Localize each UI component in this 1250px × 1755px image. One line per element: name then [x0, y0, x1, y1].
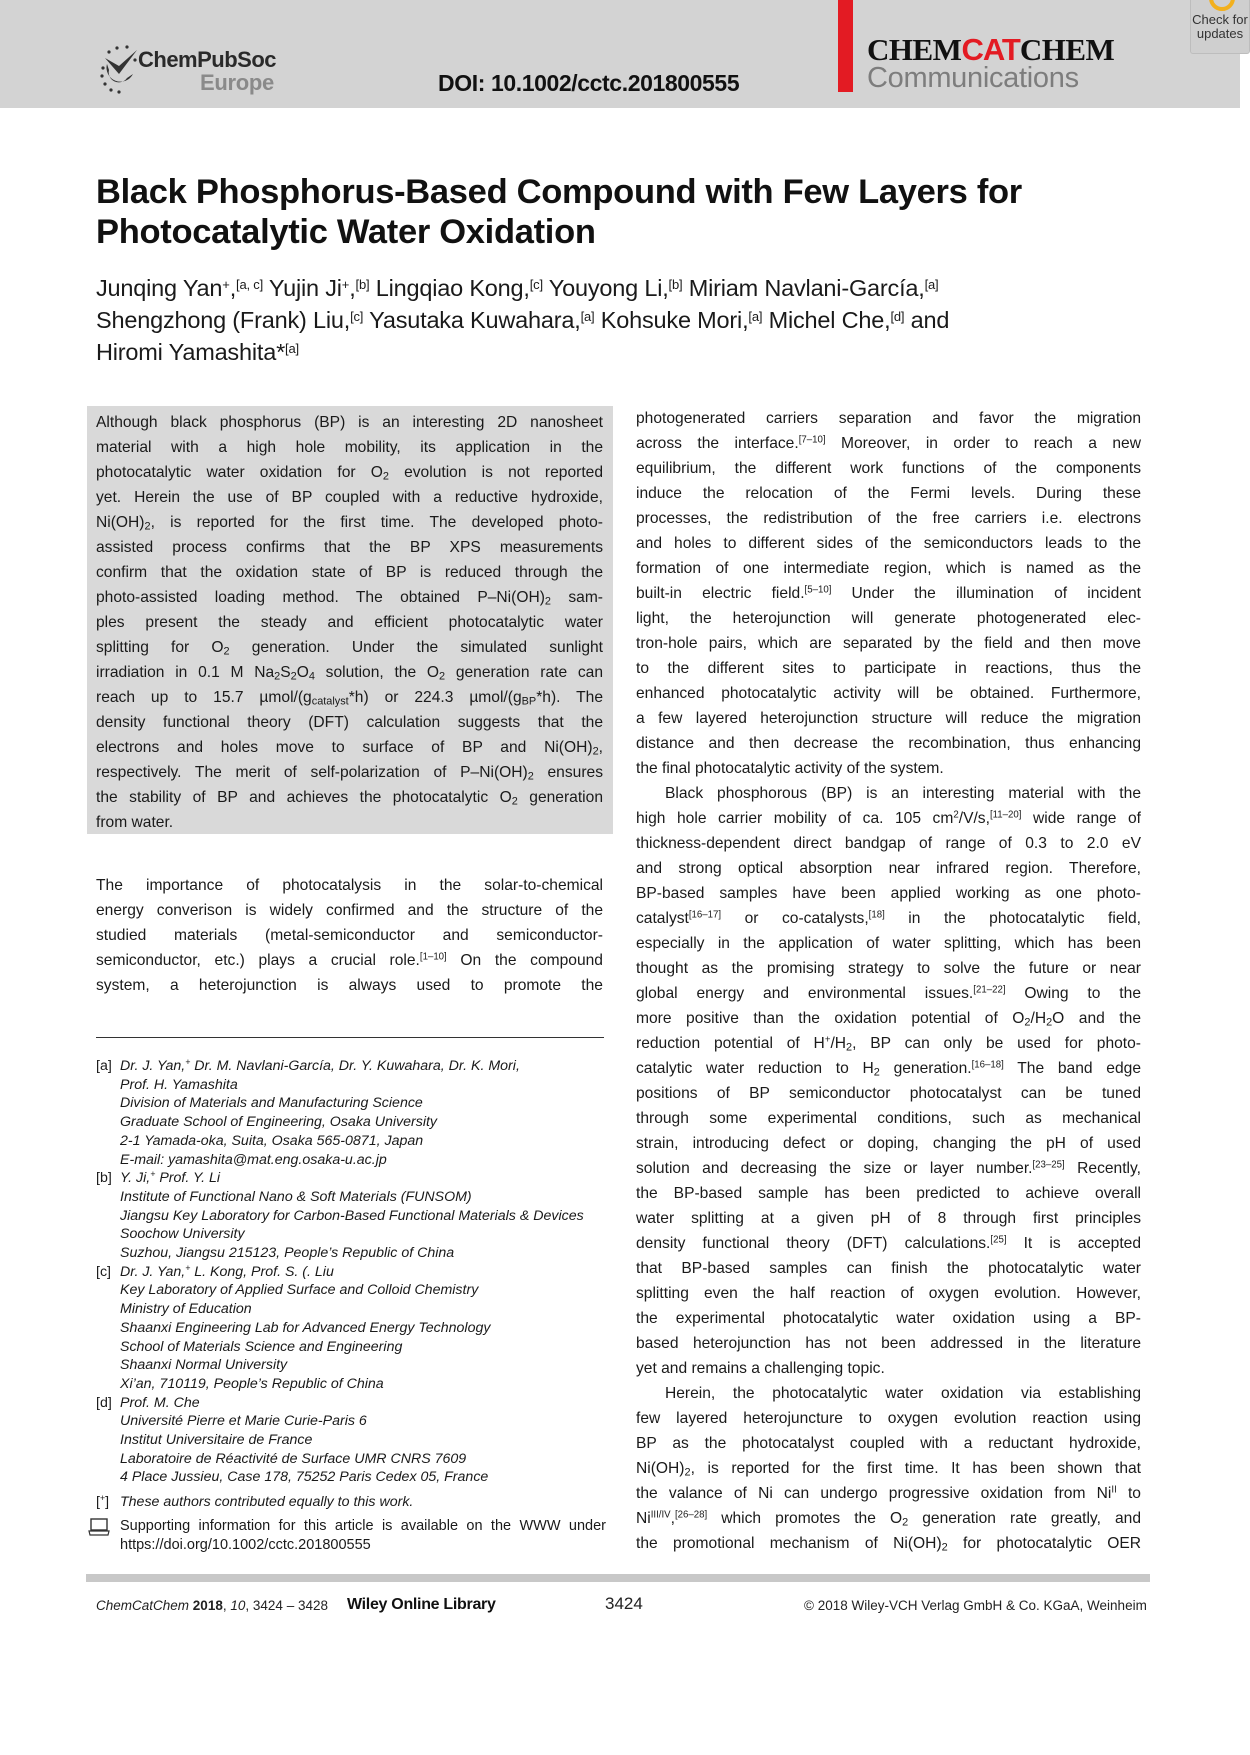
affiliation-line: E-mail: yamashita@mat.eng.osaka-u.ac.jp	[120, 1151, 387, 1168]
body-line: the valance of Ni can undergo progressive oxidation from $Ni^{II}$ to	[636, 1484, 1141, 1502]
body-line: enhanced photocatalytic activity will be obtained. Furthermore,	[636, 685, 1141, 702]
affiliation-line: Dr. J. Yan,+ L. Kong, Prof. S. (. Liu	[120, 1262, 334, 1280]
footer-bar	[86, 1574, 1150, 1582]
body-line: reduction potential of $H^+/H_2$, BP can only be used for photo-	[636, 1034, 1141, 1054]
supporting-info-link[interactable]: https://doi.org/10.1002/cctc.201800555	[120, 1537, 371, 1553]
affiliation-line: Jiangsu Key Laboratory for Carbon-Based Functional Materials & Devices	[120, 1207, 584, 1224]
affiliation-line: Suzhou, Jiangsu 215123, People’s Republic of China	[120, 1245, 455, 1262]
body-line: across the interface.[7–10] Moreover, in order to reach a new	[636, 434, 1141, 452]
body-line: Herein, the photocatalytic water oxidation via establishing	[665, 1385, 1141, 1402]
body-line: catalytic water reduction to $H_2$ generation.[16–18] The band edge	[636, 1059, 1141, 1079]
affiliation-line: School of Materials Science and Engineering	[120, 1338, 403, 1355]
intro-line: energy converison is widely confirmed and the structure of the	[96, 902, 603, 919]
affiliation-line: Prof. M. Che	[120, 1394, 200, 1411]
publisher-region: Europe	[200, 70, 274, 95]
author-list	[96, 272, 1156, 368]
affiliation-0	[96, 1057, 606, 1169]
wiley-online-library-link[interactable]: Wiley Online Library	[347, 1596, 496, 1613]
body-line: tron-hole pairs, which are separated by the field and then move	[636, 635, 1141, 652]
author-line: Hiromi Yamashita*[a]	[96, 339, 299, 365]
affiliation-line: Shaanxi Normal University	[120, 1357, 288, 1374]
body-line: high hole carrier mobility of ca. 105 $cm^2/V/s,[11-20]$ wide range of	[636, 809, 1141, 827]
body-line: built-in electric field.[5–10] Under the illumination of incident	[636, 584, 1141, 602]
affiliation-line: Institut Universitaire de France	[120, 1432, 313, 1449]
body-line: and holes to different sides of the semiconductors leads to the	[636, 535, 1141, 552]
footnote-label: [+]	[96, 1493, 110, 1510]
affiliation-3	[96, 1394, 606, 1488]
body-line: Black phosphorous (BP) is an interesting material with the	[665, 785, 1141, 802]
body-line: the BP-based sample has been predicted to achieve overall	[636, 1185, 1141, 1202]
affiliation-line: Xi’an, 710119, People’s Republic of China	[120, 1375, 384, 1392]
body-line: that BP-based samples can finish the photocatalytic water	[636, 1260, 1141, 1277]
check-for-updates-button[interactable]	[1190, 0, 1250, 54]
body-line: to the different sites to participate in reactions, thus the	[636, 660, 1141, 677]
affiliation-line: Institute of Functional Nano & Soft Materials (FUNSOM)	[120, 1188, 472, 1205]
body-line: BP-based samples have been applied working as one photo-	[636, 885, 1141, 902]
footer-year: 2018	[192, 1598, 223, 1613]
body-line: thought as the promising strategy to solve the future or near	[636, 960, 1141, 977]
body-line: based heterojunction has not been addressed in the literature	[636, 1335, 1141, 1352]
abstract-line: from water.	[96, 814, 174, 831]
check-updates-label: Check for updates	[1192, 12, 1248, 41]
body-line: splitting even the half reaction of oxygen evolution. However,	[636, 1285, 1141, 1302]
publisher-name: ChemPubSoc	[138, 47, 277, 72]
body-line: through some experimental conditions, such as mechanical	[636, 1110, 1141, 1127]
affiliation-label: [d]	[96, 1394, 112, 1411]
affiliation-2	[96, 1263, 606, 1394]
check-updates-icon	[1209, 0, 1235, 11]
title-line: Black Phosphorus-Based Compound with Few Layers for	[96, 173, 1022, 211]
body-line: solution and decreasing the size or layer number.[23–25] Recently,	[636, 1159, 1141, 1177]
intro-line: studied materials (metal-semiconductor and semiconductor-	[96, 927, 603, 944]
body-line: distance and then decrease the recombination, thus enhancing	[636, 735, 1141, 752]
footer-citation: ChemCatChem 2018, 10, 3424 – 3428	[96, 1598, 328, 1613]
journal-logo-chem2: CHEM	[1019, 32, 1115, 67]
footnote-divider	[96, 1037, 604, 1038]
introduction-paragraph	[96, 873, 603, 998]
abstract-line: density functional theory (DFT) calculation suggests that the	[96, 714, 603, 731]
abstract-line: respectively. The merit of self-polarization of $P-Ni(OH)_2$ ensures	[96, 764, 603, 783]
body-line: few layered heterojuncture to oxygen evolution reaction using	[636, 1410, 1141, 1427]
abstract-line: the stability of BP and achieves the photocatalytic $O_2$ generation	[96, 789, 603, 808]
footer-journal: ChemCatChem	[96, 1598, 190, 1613]
body-line: more positive than the oxidation potential of $O_2/H_2O$ and the	[636, 1010, 1141, 1029]
author-line: Junqing Yan+,[a, c] Yujin Ji+,[b] Lingqiao Kong,[c] Youyong Li,[b] Miriam Navlani-García,[a]	[96, 275, 939, 301]
supporting-info-text: Supporting information for this article is available on the WWW under	[120, 1518, 606, 1534]
article-type: Communications	[867, 62, 1079, 94]
affiliation-label: [a]	[96, 1058, 112, 1074]
equal-contribution-note	[96, 1494, 606, 1510]
body-line: and strong optical absorption near infrared region. Therefore,	[636, 860, 1141, 877]
abstract-line: reach up to 15.7 µmol/$(g_{catalyst}*h)$ or 224.3 µmol/$(g_{BP}*h)$. The	[96, 689, 603, 708]
author-line: Shengzhong (Frank) Liu,[c] Yasutaka Kuwahara,[a] Kohsuke Mori,[a] Michel Che,[d] and	[96, 307, 950, 333]
affiliation-line: Soochow University	[120, 1226, 245, 1243]
abstract-line: assisted process confirms that the BP XPS measurements	[96, 539, 603, 556]
journal-logo-chem: CHEM	[867, 32, 962, 67]
abstract-line: $Ni(OH)_2$, is reported for the first time. The developed photo-	[96, 514, 603, 533]
intro-line: semiconductor, etc.) plays a crucial role.[1–10] On the compound	[96, 951, 603, 969]
abstract-line: irradiation in 0.1 M $Na_2S_2O_4$ solution, the $O_2$ generation rate can	[96, 664, 603, 683]
abstract-line: Although black phosphorus (BP) is an interesting 2D nanosheet	[96, 414, 603, 431]
supporting-information-note	[96, 1517, 606, 1555]
body-line: $Ni(OH)_2$, is reported for the first time. It has been shown that	[636, 1460, 1141, 1479]
body-line: formation of one intermediate region, which is named as the	[636, 560, 1141, 577]
body-line: density functional theory (DFT) calculations.[25] It is accepted	[636, 1234, 1141, 1252]
affiliation-line: 2-1 Yamada-oka, Suita, Osaka 565-0871, Japan	[120, 1132, 424, 1149]
abstract-line: photo-assisted loading method. The obtained $P-Ni(OH)_2$ sam-	[96, 589, 604, 608]
copyright: © 2018 Wiley-VCH Verlag GmbH & Co. KGaA, Weinheim	[804, 1598, 1147, 1613]
title-line: Photocatalytic Water Oxidation	[96, 213, 596, 251]
body-line: light, the heterojunction will generate photogenerated elec-	[636, 610, 1141, 627]
abstract-line: electrons and holes move to surface of BP and $Ni(OH)_2$,	[96, 739, 603, 758]
body-line: the final photocatalytic activity of the system.	[636, 760, 944, 777]
abstract-line: material with a high hole mobility, its application in the	[96, 439, 603, 456]
body-line: yet and remains a challenging topic.	[636, 1360, 885, 1377]
affiliation-line: Shaanxi Engineering Lab for Advanced Energy Technology	[120, 1319, 491, 1336]
affiliation-footnotes	[96, 1057, 606, 1487]
intro-line: The importance of photocatalysis in the solar-to-chemical	[96, 877, 603, 894]
affiliation-label: [c]	[96, 1263, 111, 1280]
body-line: water splitting at a given pH of 8 through first principles	[636, 1210, 1141, 1227]
abstract-box	[87, 406, 613, 834]
right-column-body	[636, 406, 1141, 1556]
affiliation-line: Université Pierre et Marie Curie-Paris 6	[120, 1413, 367, 1430]
body-line: photogenerated carriers separation and favor the migration	[636, 410, 1141, 427]
affiliation-line: 4 Place Jussieu, Case 178, 75252 Paris Cedex 05, France	[120, 1469, 489, 1486]
body-paragraph	[636, 406, 1141, 781]
affiliation-line: Graduate School of Engineering, Osaka University	[120, 1114, 438, 1131]
affiliation-line: Y. Ji,+ Prof. Y. Li	[120, 1169, 221, 1187]
affiliation-line: Prof. H. Yamashita	[120, 1076, 238, 1093]
body-line: equilibrium, the different work functions of the components	[636, 460, 1141, 477]
article-title	[96, 172, 1022, 252]
body-line: catalyst[16–17] or co-catalysts,[18] in the photocatalytic field,	[636, 909, 1141, 927]
abstract-line: confirm that the oxidation state of BP is reduced through the	[96, 564, 603, 581]
body-paragraph	[636, 781, 1141, 1381]
body-line: BP as the photocatalyst coupled with a reductant hydroxide,	[636, 1435, 1141, 1452]
affiliation-line: Ministry of Education	[120, 1301, 252, 1318]
abstract-line: yet. Herein the use of BP coupled with a reductive hydroxide,	[96, 489, 603, 506]
footer-volume: 10	[230, 1598, 246, 1613]
body-line: induce the relocation of the Fermi levels. During these	[636, 485, 1141, 502]
footer-pages: 3424 – 3428	[252, 1598, 328, 1613]
affiliation-line: Division of Materials and Manufacturing Science	[120, 1095, 423, 1112]
journal-accent-bar	[838, 0, 853, 92]
equal-contribution-text: These authors contributed equally to this work.	[120, 1494, 414, 1510]
body-line: thickness-dependent direct bandgap of range of 0.3 to 2.0 eV	[636, 835, 1141, 852]
laptop-icon	[88, 1518, 110, 1536]
affiliation-label: [b]	[96, 1170, 112, 1187]
affiliation-line: Key Laboratory of Applied Surface and Colloid Chemistry	[120, 1282, 479, 1299]
body-line: the promotional mechanism of $Ni(OH)_2$ for photocatalytic OER	[636, 1535, 1141, 1554]
affiliation-line: Dr. J. Yan,+ Dr. M. Navlani-García, Dr. Y. Kuwahara, Dr. K. Mori,	[120, 1057, 520, 1074]
abstract-line: photocatalytic water oxidation for $O_2$ evolution is not reported	[96, 464, 603, 483]
body-paragraph	[636, 1381, 1141, 1556]
body-line: processes, the redistribution of the free carriers i.e. electrons	[636, 510, 1141, 527]
body-line: positions of BP semiconductor photocatalyst can be tuned	[636, 1085, 1141, 1102]
doi-label[interactable]: DOI: 10.1002/cctc.201800555	[438, 70, 740, 96]
body-line: $Ni^{III/IV},[26-28]$ which promotes the $O_2$ generation rate greatly, and	[636, 1509, 1141, 1529]
abstract-line: ples present the steady and efficient photocatalytic water	[96, 614, 603, 631]
body-line: strain, introducing defect or doping, changing the pH of used	[636, 1135, 1141, 1152]
page-number: 3424	[605, 1594, 643, 1613]
affiliation-1	[96, 1169, 606, 1263]
body-line: the experimental photocatalytic water oxidation using a BP-	[636, 1310, 1141, 1327]
body-line: global energy and environmental issues.[21–22] Owing to the	[636, 984, 1141, 1002]
abstract-line: splitting for $O_2$ generation. Under the simulated sunlight	[96, 639, 603, 658]
affiliation-line: Laboratoire de Réactivité de Surface UMR CNRS 7609	[120, 1450, 467, 1467]
body-line: a few layered heterojunction structure will reduce the migration	[636, 710, 1141, 727]
body-line: especially in the application of water splitting, which has been	[636, 935, 1141, 952]
journal-logo-cat: CAT	[961, 32, 1020, 67]
intro-line: system, a heterojunction is always used to promote the	[96, 977, 603, 994]
